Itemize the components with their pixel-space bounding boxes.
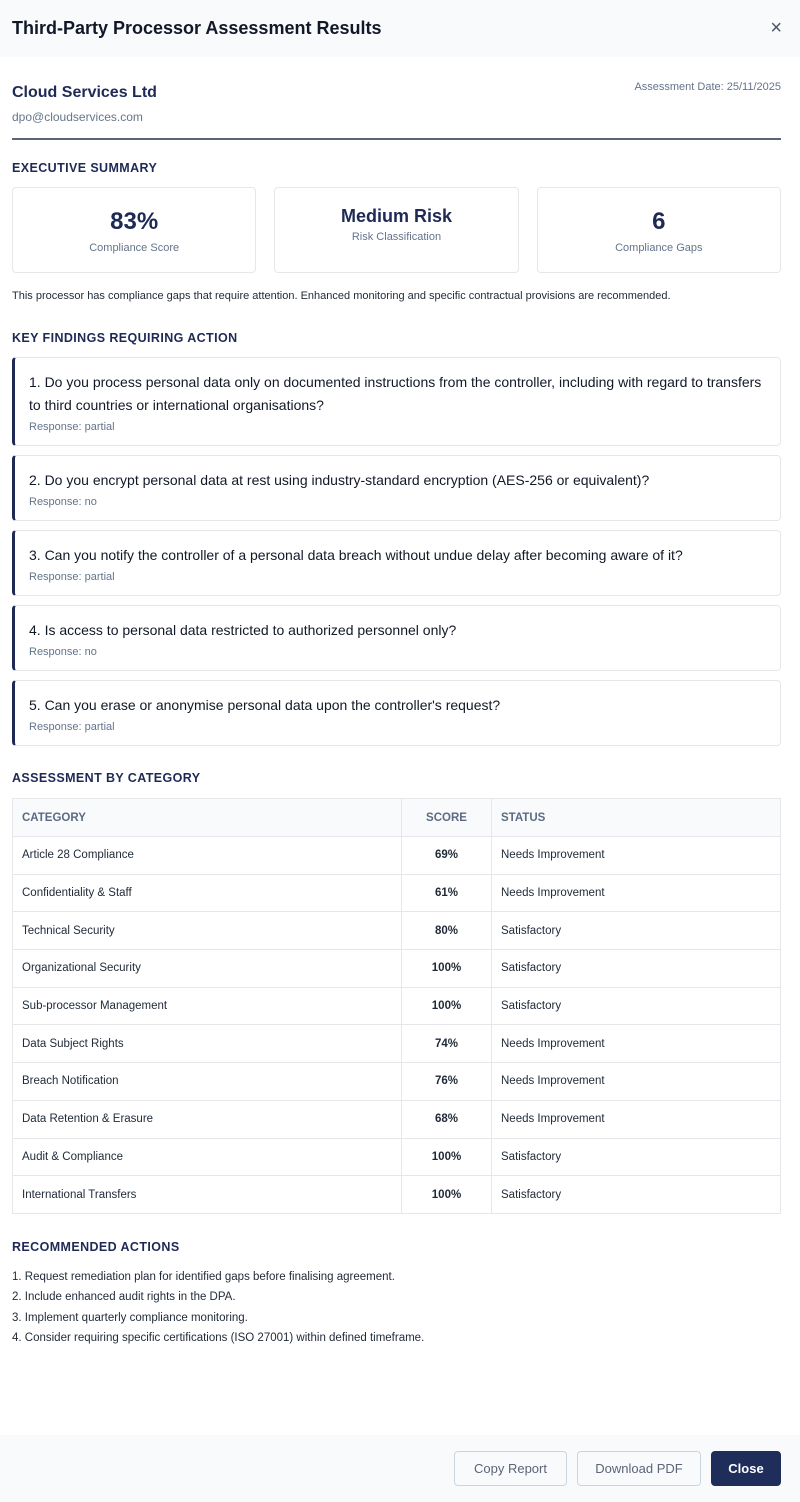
compliance-score-card: [12, 187, 256, 273]
compliance-gaps-card: [537, 187, 781, 273]
finding-response: Response: no: [29, 496, 97, 508]
column-header-score: SCORE: [402, 799, 492, 837]
card-label: Compliance Gaps: [615, 242, 703, 254]
status-cell: Satisfactory: [492, 950, 781, 988]
finding-item: [12, 680, 781, 746]
table-row: [13, 1100, 781, 1138]
table-row: [13, 912, 781, 950]
recommended-heading: RECOMMENDED ACTIONS: [12, 1239, 180, 1254]
finding-question: 4. Is access to personal data restricted to authorized personnel only?: [29, 622, 457, 638]
recommended-item: 4. Consider requiring specific certifications (ISO 27001) within defined timeframe.: [12, 1332, 425, 1345]
finding-item: [12, 530, 781, 596]
finding-item: [12, 357, 781, 446]
status-cell: Satisfactory: [492, 987, 781, 1025]
table-row: [13, 1176, 781, 1214]
category-cell: Article 28 Compliance: [13, 837, 402, 875]
status-cell: Satisfactory: [492, 1138, 781, 1176]
score-cell: 80%: [402, 912, 492, 950]
table-row: [13, 950, 781, 988]
table-row: [13, 987, 781, 1025]
status-cell: Needs Improvement: [492, 1063, 781, 1101]
category-cell: Confidentiality & Staff: [13, 874, 402, 912]
close-icon[interactable]: ×: [770, 17, 782, 39]
category-cell: Organizational Security: [13, 950, 402, 988]
recommended-item: 3. Implement quarterly compliance monitoring.: [12, 1311, 248, 1324]
executive-summary-heading: EXECUTIVE SUMMARY: [12, 161, 158, 175]
findings-list: [12, 357, 781, 746]
finding-response: Response: partial: [29, 721, 115, 733]
table-row: [13, 837, 781, 875]
finding-question: 1. Do you process personal data only on documented instructions from the controller, including with regard to transfers to third countries or international organisations?: [29, 374, 762, 413]
status-cell: Needs Improvement: [492, 1025, 781, 1063]
recommended-item: 2. Include enhanced audit rights in the DPA.: [12, 1291, 236, 1304]
modal-header: [0, 0, 800, 57]
copy-report-button[interactable]: Copy Report: [454, 1451, 567, 1486]
finding-response: Response: partial: [29, 421, 115, 433]
status-cell: Needs Improvement: [492, 874, 781, 912]
category-cell: Data Retention & Erasure: [13, 1100, 402, 1138]
status-cell: Satisfactory: [492, 912, 781, 950]
recommended-item: 1. Request remediation plan for identified gaps before finalising agreement.: [12, 1270, 395, 1283]
score-cell: 74%: [402, 1025, 492, 1063]
category-cell: Data Subject Rights: [13, 1025, 402, 1063]
category-heading: ASSESSMENT BY CATEGORY: [12, 771, 201, 785]
key-findings-heading: KEY FINDINGS REQUIRING ACTION: [12, 331, 238, 345]
status-cell: Needs Improvement: [492, 837, 781, 875]
score-cell: 61%: [402, 874, 492, 912]
card-value: Medium Risk: [340, 206, 452, 226]
table-row: [13, 874, 781, 912]
finding-question: 2. Do you encrypt personal data at rest using industry-standard encryption (AES-256 or equivalent)?: [29, 472, 650, 488]
summary-cards: [12, 187, 781, 273]
category-cell: Technical Security: [13, 912, 402, 950]
finding-response: Response: no: [29, 646, 97, 658]
status-cell: Needs Improvement: [492, 1100, 781, 1138]
score-cell: 76%: [402, 1063, 492, 1101]
category-cell: Sub-processor Management: [13, 987, 402, 1025]
card-value: 83%: [110, 208, 159, 235]
finding-question: 3. Can you notify the controller of a personal data breach without undue delay after becoming aware of it?: [29, 547, 683, 563]
score-cell: 100%: [402, 1176, 492, 1214]
risk-classification-card: [274, 187, 518, 273]
finding-question: 5. Can you erase or anonymise personal data upon the controller's request?: [29, 697, 501, 713]
processor-name: Cloud Services Ltd: [12, 84, 157, 101]
category-cell: Breach Notification: [13, 1063, 402, 1101]
status-cell: Satisfactory: [492, 1176, 781, 1214]
assessment-date: Assessment Date: 25/11/2025: [634, 81, 781, 93]
modal-footer: [0, 1435, 800, 1502]
processor-info: [12, 57, 781, 140]
score-cell: 100%: [402, 987, 492, 1025]
finding-item: [12, 455, 781, 521]
close-button[interactable]: Close: [711, 1451, 781, 1486]
column-header-category: CATEGORY: [13, 799, 402, 837]
card-label: Risk Classification: [351, 231, 442, 243]
card-value: 6: [652, 208, 666, 235]
table-row: [13, 1025, 781, 1063]
score-cell: 68%: [402, 1100, 492, 1138]
category-cell: International Transfers: [13, 1176, 402, 1214]
recommended-list: [12, 1267, 781, 1349]
column-header-status: STATUS: [492, 799, 781, 837]
modal-title: Third-Party Processor Assessment Results: [12, 18, 382, 38]
table-row: [13, 1063, 781, 1101]
category-cell: Audit & Compliance: [13, 1138, 402, 1176]
table-header-row: [13, 799, 781, 837]
summary-text: This processor has compliance gaps that require attention. Enhanced monitoring and specific contractual provisions are recommended.: [12, 290, 671, 302]
finding-item: [12, 605, 781, 671]
score-cell: 100%: [402, 950, 492, 988]
score-cell: 69%: [402, 837, 492, 875]
processor-email: dpo@cloudservices.com: [12, 110, 143, 124]
card-label: Compliance Score: [89, 242, 180, 254]
modal-body: [0, 57, 800, 1349]
finding-response: Response: partial: [29, 571, 115, 583]
table-row: [13, 1138, 781, 1176]
score-cell: 100%: [402, 1138, 492, 1176]
download-pdf-button[interactable]: Download PDF: [577, 1451, 701, 1486]
category-table: [12, 798, 781, 1214]
